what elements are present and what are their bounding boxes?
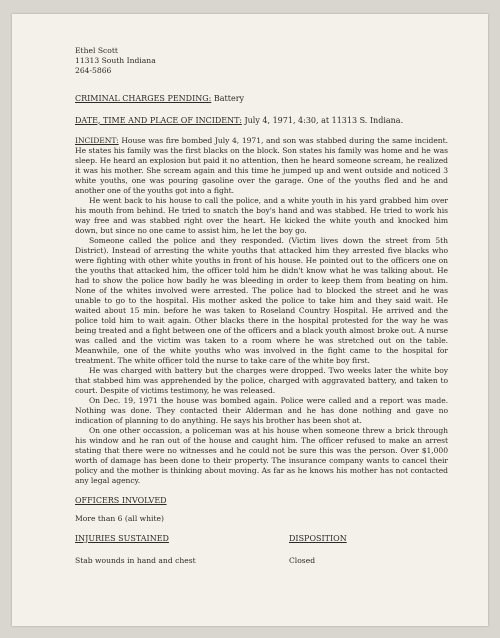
charges-value: Battery xyxy=(213,93,245,103)
incident-time-value: July 4, 1971, 4:30, at 11313 S. Indiana. xyxy=(244,115,404,125)
officers-label: OFFICERS INVOLVED xyxy=(75,495,167,505)
incident-label: INCIDENT: xyxy=(75,135,119,145)
incident-time-label: DATE, TIME AND PLACE OF INCIDENT: xyxy=(75,115,242,125)
charges-line xyxy=(75,94,448,104)
officers-value: More than 6 (all white) xyxy=(75,513,164,523)
incident-narrative xyxy=(75,136,448,486)
incident-time-line xyxy=(75,116,448,126)
incident-paragraph: On Dec. 19, 1971 the house was bombed again. Police were called and a report was made. Nothing was done. They contacted their Alderman and he has done nothing and gave no indication of planning to do anything. He says his brother has been shot at. xyxy=(75,395,448,425)
document-page xyxy=(12,14,488,626)
disposition-label: DISPOSITION xyxy=(289,533,347,543)
complainant-street: 11313 South Indiana xyxy=(75,56,156,66)
complainant-name: Ethel Scott xyxy=(75,46,118,55)
disposition-value: Closed xyxy=(289,555,316,565)
incident-paragraph: Someone called the police and they responded. (Victim lives down the street from 5th District). Instead of arresting the white youths that attacked him they arrested five blacks who were fighting with other white youths in front of his house. He pointed out to the officers one on the youths that attacked him, the officer told him he didn't know what he was talking about. He had to show the police how badly he was bleeding in order to keep them from beating on him. None of the whites involved were arrested. The police had to blocked the street and he was unable to go to the hospital. His mother asked the police to take him and they said wait. He waited about 15 min. before he was taken to Roseland Country Hospital. He arrived and the police told him to wait again. Other blacks there in the hospital protested for the way he was being treated and a fight between one of the officers and a black youth almost broke out. A nurse was called and the victim was taken to a room where he was stretched out on the table. Meanwhile, one of the white youths who was involved in the fight came to the hospital for treatment. The white officer told the nurse to take care of the white boy first. xyxy=(75,235,448,365)
address-block xyxy=(75,46,448,77)
charges-label: CRIMINAL CHARGES PENDING: xyxy=(75,93,212,103)
incident-paragraph: He was charged with battery but the charges were dropped. Two weeks later the white boy that stabbed him was apprehended by the police, charged with aggravated battery, and taken to court. Despite of victims testimony, he was released. xyxy=(75,365,448,395)
injuries-value: Stab wounds in hand and chest xyxy=(75,555,196,565)
injuries-label: INJURIES SUSTAINED xyxy=(75,533,169,543)
incident-paragraph: On one other occassion, a policeman was at his house when someone threw a brick through his window and he ran out of the house and caught him. The officer refused to make an arrest stating that there were no witnesses and he could not be sure this was the person. Over $1,000 worth of damage has been done to their property. The insurance company wants to cancel their policy and the mother is thinking about moving. As far as he knows his mother has not contacted any legal agency. xyxy=(75,425,448,485)
injuries-disposition-values xyxy=(75,556,448,566)
incident-paragraph: INCIDENT: House was fire bombed July 4, 1971, and son was stabbed during the same incident. He states his family was the first blacks on the block. Son states his family was home and he was sleep. He heard an explosion but paid it no attention, then he heard someone scream, he realized it was his mother. She scream again and this time he jumped up and went outside and noticed 3 white youths, one was pouring gasoline over the garage. One of the youths fled and he and another one of the youths got into a fight. xyxy=(75,135,448,195)
injuries-disposition-headers xyxy=(75,534,448,544)
complainant-phone: 264-5866 xyxy=(75,66,112,76)
incident-paragraph: He went back to his house to call the police, and a white youth in his yard grabbed him over his mouth from behind. He tried to snatch the boy's hand and was stabbed. He tried to work his way free and was stabbed right over the heart. He kicked the white youth and knocked him down, but since no one came to assist him, he let the boy go. xyxy=(75,195,448,235)
